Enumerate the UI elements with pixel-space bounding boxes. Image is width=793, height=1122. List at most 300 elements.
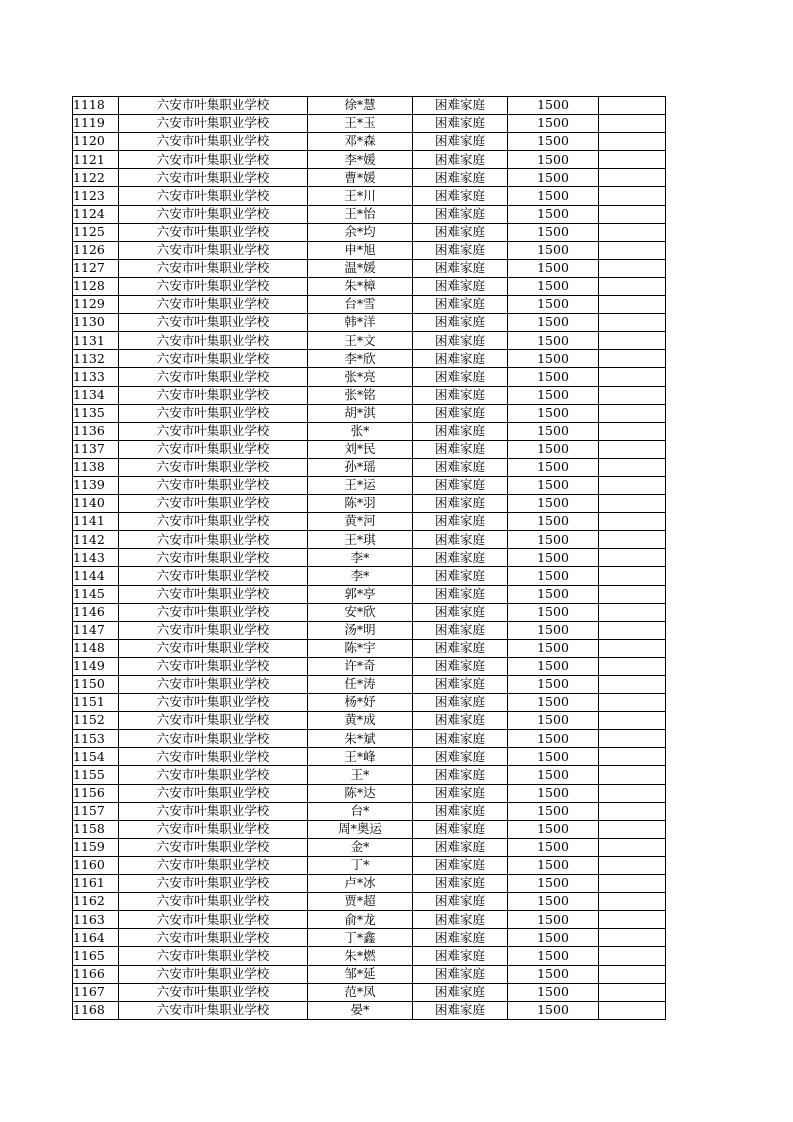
note-cell — [599, 350, 666, 368]
student-name-cell: 韩*洋 — [308, 314, 413, 332]
school-cell: 六安市叶集职业学校 — [119, 495, 308, 513]
table-row — [73, 567, 666, 585]
row-number-cell: 1168 — [73, 1001, 119, 1019]
table-row — [73, 820, 666, 838]
row-number-cell: 1144 — [73, 567, 119, 585]
row-number-cell: 1159 — [73, 838, 119, 856]
row-number-cell: 1147 — [73, 621, 119, 639]
student-name-cell: 张*铭 — [308, 386, 413, 404]
aid-type-cell: 困难家庭 — [413, 440, 508, 458]
note-cell — [599, 875, 666, 893]
row-number-cell: 1167 — [73, 983, 119, 1001]
table-row — [73, 495, 666, 513]
student-name-cell: 张*亮 — [308, 368, 413, 386]
table-row — [73, 368, 666, 386]
table-row — [73, 1001, 666, 1019]
table-row — [73, 856, 666, 874]
aid-type-cell: 困难家庭 — [413, 947, 508, 965]
aid-type-cell: 困难家庭 — [413, 639, 508, 657]
amount-cell: 1500 — [508, 97, 599, 115]
row-number-cell: 1165 — [73, 947, 119, 965]
school-cell: 六安市叶集职业学校 — [119, 458, 308, 476]
row-number-cell: 1122 — [73, 169, 119, 187]
school-cell: 六安市叶集职业学校 — [119, 187, 308, 205]
school-cell: 六安市叶集职业学校 — [119, 241, 308, 259]
row-number-cell: 1130 — [73, 314, 119, 332]
student-name-cell: 黄*成 — [308, 712, 413, 730]
school-cell: 六安市叶集职业学校 — [119, 748, 308, 766]
note-cell — [599, 603, 666, 621]
note-cell — [599, 133, 666, 151]
amount-cell: 1500 — [508, 838, 599, 856]
note-cell — [599, 513, 666, 531]
note-cell — [599, 676, 666, 694]
row-number-cell: 1133 — [73, 368, 119, 386]
school-cell: 六安市叶集职业学校 — [119, 603, 308, 621]
table-row — [73, 115, 666, 133]
aid-type-cell: 困难家庭 — [413, 169, 508, 187]
student-name-cell: 杨*妤 — [308, 694, 413, 712]
student-name-cell: 金* — [308, 838, 413, 856]
amount-cell: 1500 — [508, 277, 599, 295]
amount-cell: 1500 — [508, 513, 599, 531]
note-cell — [599, 802, 666, 820]
amount-cell: 1500 — [508, 476, 599, 494]
aid-type-cell: 困难家庭 — [413, 241, 508, 259]
amount-cell: 1500 — [508, 187, 599, 205]
aid-type-cell: 困难家庭 — [413, 585, 508, 603]
student-name-cell: 陈*羽 — [308, 495, 413, 513]
row-number-cell: 1138 — [73, 458, 119, 476]
amount-cell: 1500 — [508, 730, 599, 748]
aid-type-cell: 困难家庭 — [413, 603, 508, 621]
table-row — [73, 730, 666, 748]
aid-type-cell: 困难家庭 — [413, 133, 508, 151]
amount-cell: 1500 — [508, 802, 599, 820]
table-row — [73, 784, 666, 802]
row-number-cell: 1128 — [73, 277, 119, 295]
student-name-cell: 温*媛 — [308, 259, 413, 277]
school-cell: 六安市叶集职业学校 — [119, 368, 308, 386]
amount-cell: 1500 — [508, 947, 599, 965]
school-cell: 六安市叶集职业学校 — [119, 929, 308, 947]
note-cell — [599, 820, 666, 838]
note-cell — [599, 947, 666, 965]
aid-type-cell: 困难家庭 — [413, 748, 508, 766]
amount-cell: 1500 — [508, 676, 599, 694]
table-row — [73, 404, 666, 422]
school-cell: 六安市叶集职业学校 — [119, 151, 308, 169]
school-cell: 六安市叶集职业学校 — [119, 694, 308, 712]
table-row — [73, 549, 666, 567]
aid-type-cell: 困难家庭 — [413, 97, 508, 115]
row-number-cell: 1139 — [73, 476, 119, 494]
student-name-cell: 汤*明 — [308, 621, 413, 639]
aid-type-cell: 困难家庭 — [413, 277, 508, 295]
amount-cell: 1500 — [508, 766, 599, 784]
note-cell — [599, 440, 666, 458]
table-row — [73, 205, 666, 223]
amount-cell: 1500 — [508, 314, 599, 332]
aid-type-cell: 困难家庭 — [413, 784, 508, 802]
student-aid-table — [72, 96, 666, 1020]
school-cell: 六安市叶集职业学校 — [119, 259, 308, 277]
table-row — [73, 838, 666, 856]
student-name-cell: 张* — [308, 422, 413, 440]
student-name-cell: 余*均 — [308, 223, 413, 241]
note-cell — [599, 567, 666, 585]
student-name-cell: 王*运 — [308, 476, 413, 494]
amount-cell: 1500 — [508, 458, 599, 476]
aid-type-cell: 困难家庭 — [413, 259, 508, 277]
note-cell — [599, 585, 666, 603]
note-cell — [599, 784, 666, 802]
table-row — [73, 241, 666, 259]
table-row — [73, 585, 666, 603]
row-number-cell: 1143 — [73, 549, 119, 567]
note-cell — [599, 929, 666, 947]
row-number-cell: 1148 — [73, 639, 119, 657]
row-number-cell: 1142 — [73, 531, 119, 549]
aid-type-cell: 困难家庭 — [413, 694, 508, 712]
aid-type-cell: 困难家庭 — [413, 856, 508, 874]
table-row — [73, 802, 666, 820]
aid-type-cell: 困难家庭 — [413, 929, 508, 947]
school-cell: 六安市叶集职业学校 — [119, 350, 308, 368]
aid-type-cell: 困难家庭 — [413, 223, 508, 241]
aid-type-cell: 困难家庭 — [413, 476, 508, 494]
table-row — [73, 603, 666, 621]
amount-cell: 1500 — [508, 241, 599, 259]
note-cell — [599, 259, 666, 277]
student-name-cell: 李*媛 — [308, 151, 413, 169]
student-name-cell: 徐*慧 — [308, 97, 413, 115]
school-cell: 六安市叶集职业学校 — [119, 404, 308, 422]
row-number-cell: 1150 — [73, 676, 119, 694]
row-number-cell: 1156 — [73, 784, 119, 802]
note-cell — [599, 694, 666, 712]
amount-cell: 1500 — [508, 350, 599, 368]
school-cell: 六安市叶集职业学校 — [119, 531, 308, 549]
table-row — [73, 712, 666, 730]
aid-type-cell: 困难家庭 — [413, 495, 508, 513]
school-cell: 六安市叶集职业学校 — [119, 947, 308, 965]
aid-type-cell: 困难家庭 — [413, 115, 508, 133]
table-row — [73, 639, 666, 657]
row-number-cell: 1127 — [73, 259, 119, 277]
school-cell: 六安市叶集职业学校 — [119, 1001, 308, 1019]
note-cell — [599, 97, 666, 115]
student-name-cell: 周*奥运 — [308, 820, 413, 838]
aid-type-cell: 困难家庭 — [413, 712, 508, 730]
note-cell — [599, 241, 666, 259]
table-row — [73, 422, 666, 440]
amount-cell: 1500 — [508, 983, 599, 1001]
school-cell: 六安市叶集职业学校 — [119, 621, 308, 639]
aid-type-cell: 困难家庭 — [413, 621, 508, 639]
row-number-cell: 1136 — [73, 422, 119, 440]
school-cell: 六安市叶集职业学校 — [119, 205, 308, 223]
student-name-cell: 胡*淇 — [308, 404, 413, 422]
amount-cell: 1500 — [508, 422, 599, 440]
aid-type-cell: 困难家庭 — [413, 766, 508, 784]
school-cell: 六安市叶集职业学校 — [119, 639, 308, 657]
school-cell: 六安市叶集职业学校 — [119, 585, 308, 603]
aid-type-cell: 困难家庭 — [413, 296, 508, 314]
table-row — [73, 875, 666, 893]
note-cell — [599, 368, 666, 386]
note-cell — [599, 856, 666, 874]
row-number-cell: 1160 — [73, 856, 119, 874]
student-name-cell: 陈*达 — [308, 784, 413, 802]
row-number-cell: 1126 — [73, 241, 119, 259]
aid-type-cell: 困难家庭 — [413, 205, 508, 223]
school-cell: 六安市叶集职业学校 — [119, 911, 308, 929]
row-number-cell: 1129 — [73, 296, 119, 314]
amount-cell: 1500 — [508, 440, 599, 458]
table-row — [73, 458, 666, 476]
row-number-cell: 1141 — [73, 513, 119, 531]
note-cell — [599, 314, 666, 332]
row-number-cell: 1140 — [73, 495, 119, 513]
row-number-cell: 1119 — [73, 115, 119, 133]
student-name-cell: 许*奇 — [308, 657, 413, 675]
table-row — [73, 676, 666, 694]
school-cell: 六安市叶集职业学校 — [119, 223, 308, 241]
note-cell — [599, 458, 666, 476]
student-name-cell: 曹*媛 — [308, 169, 413, 187]
school-cell: 六安市叶集职业学校 — [119, 893, 308, 911]
student-name-cell: 王*玉 — [308, 115, 413, 133]
note-cell — [599, 404, 666, 422]
amount-cell: 1500 — [508, 603, 599, 621]
school-cell: 六安市叶集职业学校 — [119, 983, 308, 1001]
row-number-cell: 1123 — [73, 187, 119, 205]
school-cell: 六安市叶集职业学校 — [119, 513, 308, 531]
school-cell: 六安市叶集职业学校 — [119, 422, 308, 440]
school-cell: 六安市叶集职业学校 — [119, 875, 308, 893]
row-number-cell: 1162 — [73, 893, 119, 911]
student-name-cell: 朱*樟 — [308, 277, 413, 295]
table-row — [73, 694, 666, 712]
amount-cell: 1500 — [508, 929, 599, 947]
school-cell: 六安市叶集职业学校 — [119, 820, 308, 838]
note-cell — [599, 223, 666, 241]
aid-type-cell: 困难家庭 — [413, 657, 508, 675]
school-cell: 六安市叶集职业学校 — [119, 567, 308, 585]
table-row — [73, 476, 666, 494]
amount-cell: 1500 — [508, 893, 599, 911]
student-name-cell: 安*欣 — [308, 603, 413, 621]
school-cell: 六安市叶集职业学校 — [119, 97, 308, 115]
student-name-cell: 朱*燃 — [308, 947, 413, 965]
school-cell: 六安市叶集职业学校 — [119, 476, 308, 494]
amount-cell: 1500 — [508, 205, 599, 223]
table-row — [73, 983, 666, 1001]
table-row — [73, 766, 666, 784]
amount-cell: 1500 — [508, 223, 599, 241]
aid-type-cell: 困难家庭 — [413, 549, 508, 567]
row-number-cell: 1135 — [73, 404, 119, 422]
note-cell — [599, 965, 666, 983]
table-row — [73, 314, 666, 332]
school-cell: 六安市叶集职业学校 — [119, 277, 308, 295]
note-cell — [599, 549, 666, 567]
school-cell: 六安市叶集职业学校 — [119, 133, 308, 151]
row-number-cell: 1121 — [73, 151, 119, 169]
row-number-cell: 1166 — [73, 965, 119, 983]
student-name-cell: 朱*斌 — [308, 730, 413, 748]
student-name-cell: 李* — [308, 567, 413, 585]
table-row — [73, 223, 666, 241]
table-row — [73, 911, 666, 929]
row-number-cell: 1145 — [73, 585, 119, 603]
row-number-cell: 1157 — [73, 802, 119, 820]
row-number-cell: 1152 — [73, 712, 119, 730]
note-cell — [599, 639, 666, 657]
amount-cell: 1500 — [508, 531, 599, 549]
student-name-cell: 邓*森 — [308, 133, 413, 151]
row-number-cell: 1132 — [73, 350, 119, 368]
student-name-cell: 丁*鑫 — [308, 929, 413, 947]
note-cell — [599, 476, 666, 494]
aid-type-cell: 困难家庭 — [413, 386, 508, 404]
table-row — [73, 965, 666, 983]
table-row — [73, 657, 666, 675]
student-name-cell: 王*川 — [308, 187, 413, 205]
amount-cell: 1500 — [508, 1001, 599, 1019]
amount-cell: 1500 — [508, 115, 599, 133]
aid-type-cell: 困难家庭 — [413, 368, 508, 386]
row-number-cell: 1125 — [73, 223, 119, 241]
student-name-cell: 卢*冰 — [308, 875, 413, 893]
note-cell — [599, 332, 666, 350]
table-row — [73, 151, 666, 169]
amount-cell: 1500 — [508, 332, 599, 350]
row-number-cell: 1151 — [73, 694, 119, 712]
student-name-cell: 郭*亭 — [308, 585, 413, 603]
aid-type-cell: 困难家庭 — [413, 567, 508, 585]
aid-type-cell: 困难家庭 — [413, 820, 508, 838]
note-cell — [599, 893, 666, 911]
row-number-cell: 1163 — [73, 911, 119, 929]
amount-cell: 1500 — [508, 296, 599, 314]
amount-cell: 1500 — [508, 259, 599, 277]
school-cell: 六安市叶集职业学校 — [119, 386, 308, 404]
student-name-cell: 刘*民 — [308, 440, 413, 458]
note-cell — [599, 621, 666, 639]
aid-type-cell: 困难家庭 — [413, 875, 508, 893]
aid-type-cell: 困难家庭 — [413, 893, 508, 911]
student-name-cell: 李* — [308, 549, 413, 567]
school-cell: 六安市叶集职业学校 — [119, 296, 308, 314]
aid-type-cell: 困难家庭 — [413, 676, 508, 694]
school-cell: 六安市叶集职业学校 — [119, 965, 308, 983]
aid-type-cell: 困难家庭 — [413, 802, 508, 820]
student-name-cell: 晏* — [308, 1001, 413, 1019]
table-row — [73, 893, 666, 911]
table-row — [73, 187, 666, 205]
row-number-cell: 1120 — [73, 133, 119, 151]
student-name-cell: 台*雪 — [308, 296, 413, 314]
school-cell: 六安市叶集职业学校 — [119, 676, 308, 694]
student-name-cell: 范*凤 — [308, 983, 413, 1001]
row-number-cell: 1158 — [73, 820, 119, 838]
school-cell: 六安市叶集职业学校 — [119, 856, 308, 874]
student-name-cell: 邹*延 — [308, 965, 413, 983]
note-cell — [599, 151, 666, 169]
row-number-cell: 1161 — [73, 875, 119, 893]
aid-type-cell: 困难家庭 — [413, 151, 508, 169]
amount-cell: 1500 — [508, 621, 599, 639]
note-cell — [599, 748, 666, 766]
amount-cell: 1500 — [508, 169, 599, 187]
note-cell — [599, 495, 666, 513]
note-cell — [599, 422, 666, 440]
row-number-cell: 1149 — [73, 657, 119, 675]
student-name-cell: 王*文 — [308, 332, 413, 350]
note-cell — [599, 657, 666, 675]
note-cell — [599, 296, 666, 314]
note-cell — [599, 531, 666, 549]
note-cell — [599, 169, 666, 187]
row-number-cell: 1137 — [73, 440, 119, 458]
amount-cell: 1500 — [508, 820, 599, 838]
aid-type-cell: 困难家庭 — [413, 513, 508, 531]
amount-cell: 1500 — [508, 657, 599, 675]
table-row — [73, 277, 666, 295]
amount-cell: 1500 — [508, 911, 599, 929]
table-row — [73, 259, 666, 277]
student-name-cell: 李*欣 — [308, 350, 413, 368]
aid-type-cell: 困难家庭 — [413, 350, 508, 368]
row-number-cell: 1134 — [73, 386, 119, 404]
row-number-cell: 1154 — [73, 748, 119, 766]
school-cell: 六安市叶集职业学校 — [119, 115, 308, 133]
table-row — [73, 621, 666, 639]
note-cell — [599, 1001, 666, 1019]
student-name-cell: 王* — [308, 766, 413, 784]
amount-cell: 1500 — [508, 151, 599, 169]
aid-type-cell: 困难家庭 — [413, 314, 508, 332]
amount-cell: 1500 — [508, 549, 599, 567]
table-row — [73, 332, 666, 350]
aid-type-cell: 困难家庭 — [413, 531, 508, 549]
amount-cell: 1500 — [508, 856, 599, 874]
row-number-cell: 1153 — [73, 730, 119, 748]
aid-type-cell: 困难家庭 — [413, 911, 508, 929]
student-name-cell: 王*怡 — [308, 205, 413, 223]
table-row — [73, 513, 666, 531]
aid-type-cell: 困难家庭 — [413, 332, 508, 350]
table-row — [73, 133, 666, 151]
amount-cell: 1500 — [508, 748, 599, 766]
amount-cell: 1500 — [508, 694, 599, 712]
amount-cell: 1500 — [508, 712, 599, 730]
table-row — [73, 386, 666, 404]
aid-type-cell: 困难家庭 — [413, 422, 508, 440]
row-number-cell: 1155 — [73, 766, 119, 784]
aid-type-cell: 困难家庭 — [413, 838, 508, 856]
note-cell — [599, 386, 666, 404]
student-name-cell: 申*旭 — [308, 241, 413, 259]
note-cell — [599, 911, 666, 929]
amount-cell: 1500 — [508, 567, 599, 585]
student-name-cell: 丁* — [308, 856, 413, 874]
note-cell — [599, 766, 666, 784]
student-name-cell: 俞*龙 — [308, 911, 413, 929]
amount-cell: 1500 — [508, 495, 599, 513]
